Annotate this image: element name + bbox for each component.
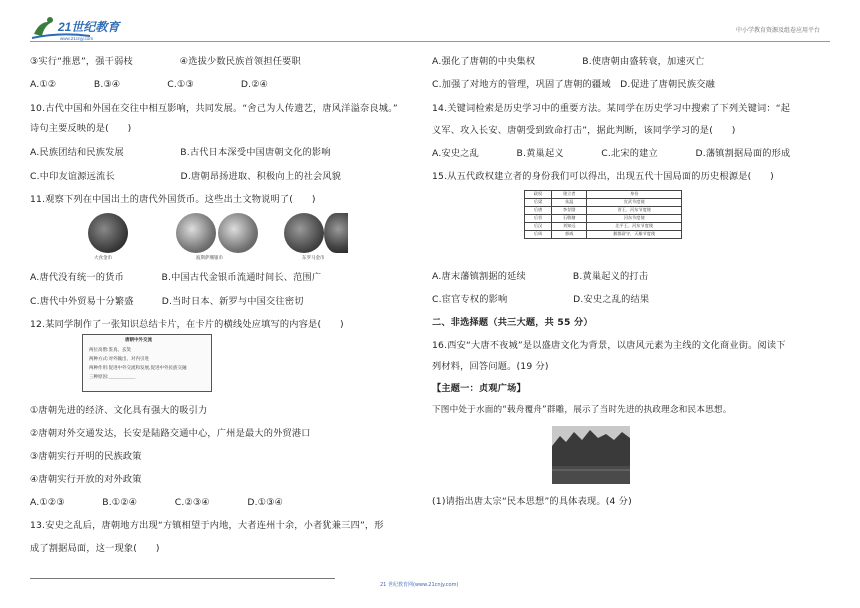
- dashi-gold-coin-image: [88, 213, 128, 253]
- table-row: [525, 199, 682, 207]
- logo-mark-icon: [30, 14, 140, 42]
- question-9-option-line: ③实行“推恩”，强干弱枝 ④选拔少数民族首领担任要职: [30, 56, 301, 67]
- coins-figure: [88, 211, 348, 263]
- table-header-cell: 建立者: [552, 191, 587, 199]
- coin-caption-persia: 波斯萨珊银币: [196, 256, 223, 261]
- byzantine-gold-coin-image-2: [324, 213, 348, 253]
- theme-1-heading: 【主题一：贞观广场】: [432, 383, 526, 394]
- table-cell: 郭威: [552, 231, 587, 239]
- table-cell: 朱温: [552, 199, 587, 207]
- question-14-stem: 14.关键词检索是历史学习中的重要方法。某同学在历史学习中搜索了下列关键词：“起: [432, 103, 791, 114]
- question-11-stem: 11.观察下列在中国出土的唐代外国货币。这些出土文物说明了( ): [30, 194, 316, 205]
- sculpture-silhouette-icon: [552, 426, 630, 484]
- question-14-stem-cont: 义军、攻入长安、唐朝受到致命打击”，据此判断，该同学学习的是( ): [432, 125, 736, 136]
- question-11-options-cd: C.唐代中外贸易十分繁盛 D.当时日本、新罗与中国交往密切: [30, 296, 304, 307]
- question-9-answers: A.①② B.③④ C.①③ D.②④: [30, 79, 269, 90]
- question-10-stem-cont: 诗句主要反映的是( ): [30, 123, 132, 134]
- question-12-stem: 12.某同学制作了一张知识总结卡片，在卡片的横线处应填写的内容是( ): [30, 319, 344, 330]
- question-15-options-ab: A.唐末藩镇割据的延续 B.黄巢起义的打击: [432, 271, 649, 282]
- table-cell: 后晋: [525, 215, 552, 223]
- question-15-stem: 15.从五代政权建立者的身份我们可以得出，出现五代十国局面的历史根源是( ): [432, 171, 774, 182]
- table-cell: 后唐: [525, 207, 552, 215]
- section-2-heading: 二、非选择题（共三大题，共 55 分）: [432, 317, 593, 328]
- question-10-options-ab: A.民族团结和民族发展 B.古代日本深受中国唐朝文化的影响: [30, 147, 331, 158]
- table-cell: 石敬瑭: [552, 215, 587, 223]
- table-cell: 邺都留守、天雄节度使: [587, 231, 682, 239]
- question-15-options-cd: C.宦官专权的影响 D.安史之乱的结果: [432, 294, 650, 305]
- table-row: [525, 231, 682, 239]
- logo-text: 21世纪教育: [58, 20, 120, 34]
- table-row: [525, 215, 682, 223]
- header-rule: [30, 41, 830, 42]
- question-16-part-1: (1)请指出唐太宗“民本思想”的具体表现。(4 分): [432, 496, 632, 507]
- question-12-item-2: ②唐朝对外交通发达，长安是陆路交通中心，广州是最大的外贸港口: [30, 428, 311, 439]
- table-cell: 后梁: [525, 199, 552, 207]
- card-line-2: 两种方式:对外输出、对内引进: [89, 357, 150, 362]
- coin-caption-dashi: 大食金币: [94, 256, 112, 261]
- coin-caption-byzantine: 东罗马金币: [302, 256, 325, 261]
- question-16-stem: 16.西安“大唐不夜城”是以盛唐文化为背景，以唐风元素为主线的文化商业街。阅读下: [432, 340, 786, 351]
- question-13-stem: 13.安史之乱后，唐朝地方出现“方镇相望于内地，大者连州十余，小者犹兼三四”，形: [30, 520, 384, 531]
- question-10-options-cd: C.中印友谊源远流长 D.唐朝昂扬进取、积极向上的社会风貌: [30, 171, 342, 182]
- question-10-stem: 10.古代中国和外国在交往中相互影响，共同发展。“舍己为人传遗艺，唐风洋溢奈良城。”: [30, 103, 398, 114]
- table-cell: 后周: [525, 231, 552, 239]
- persian-silver-coin-image-2: [218, 213, 258, 253]
- platform-name: 中小学教育资源及组卷应用平台: [735, 27, 820, 34]
- table-header-cell: 政权: [525, 191, 552, 199]
- card-line-3: 两种作用:促进中外交流和发展,促进中外民族交融: [89, 366, 187, 371]
- knowledge-card: [82, 334, 212, 392]
- table-header-row: [525, 191, 682, 199]
- persian-silver-coin-image-1: [176, 213, 216, 253]
- question-13-options-ab: A.强化了唐朝的中央集权 B.使唐朝由盛转衰，加速灭亡: [432, 56, 705, 67]
- byzantine-gold-coin-image-1: [284, 213, 324, 253]
- table-cell: 刘知远: [552, 223, 587, 231]
- question-12-item-1: ①唐朝先进的经济、文化具有强大的吸引力: [30, 405, 208, 416]
- question-12-item-4: ④唐朝实行开放的对外政策: [30, 474, 142, 485]
- table-cell: 宣武节度使: [587, 199, 682, 207]
- question-11-options-ab: A.唐代没有统一的货币 B.中国古代金银币流通时间长、范围广: [30, 272, 322, 283]
- site-logo: [30, 14, 140, 42]
- question-13-stem-cont: 成了割据局面，这一现象( ): [30, 543, 160, 554]
- five-dynasties-table: [524, 190, 682, 239]
- table-cell: 晋王、河东节度使: [587, 207, 682, 215]
- table-cell: 后汉: [525, 223, 552, 231]
- logo-sub: www.21cnjy.com: [60, 36, 94, 41]
- table-cell: 李存勖: [552, 207, 587, 215]
- card-title: 唐朝中外交流: [125, 338, 152, 343]
- table-row: [525, 223, 682, 231]
- footer-url: 21 世纪教育网(www.21cnjy.com): [380, 582, 459, 588]
- table-cell: 北平王、河东节度使: [587, 223, 682, 231]
- question-12-answers: A.①②③ B.①②④ C.②③④ D.①③④: [30, 497, 284, 508]
- table-row: [525, 207, 682, 215]
- question-14-options: A.安史之乱 B.黄巢起义 C.北宋的建立 D.藩镇割据局面的形成: [432, 148, 791, 159]
- footer-rule: [30, 578, 335, 579]
- question-12-item-3: ③唐朝实行开明的民族政策: [30, 451, 142, 462]
- card-line-4: 三种原因:＿＿＿＿＿＿: [89, 375, 136, 380]
- table-header-cell: 身份: [587, 191, 682, 199]
- theme-1-description: 下图中处于水面的“载舟覆舟”群雕，展示了当时先进的执政理念和民本思想。: [432, 405, 732, 415]
- question-16-stem-cont: 列材料，回答问题。(19 分): [432, 361, 549, 372]
- zaizhou-fuzhou-sculpture-photo: [552, 426, 630, 484]
- question-13-options-cd: C.加强了对地方的管理，巩固了唐朝的疆域 D.促进了唐朝民族交融: [432, 79, 715, 90]
- card-line-1: 两位高僧:鉴真、玄奘: [89, 348, 132, 353]
- table-cell: 河东节度使: [587, 215, 682, 223]
